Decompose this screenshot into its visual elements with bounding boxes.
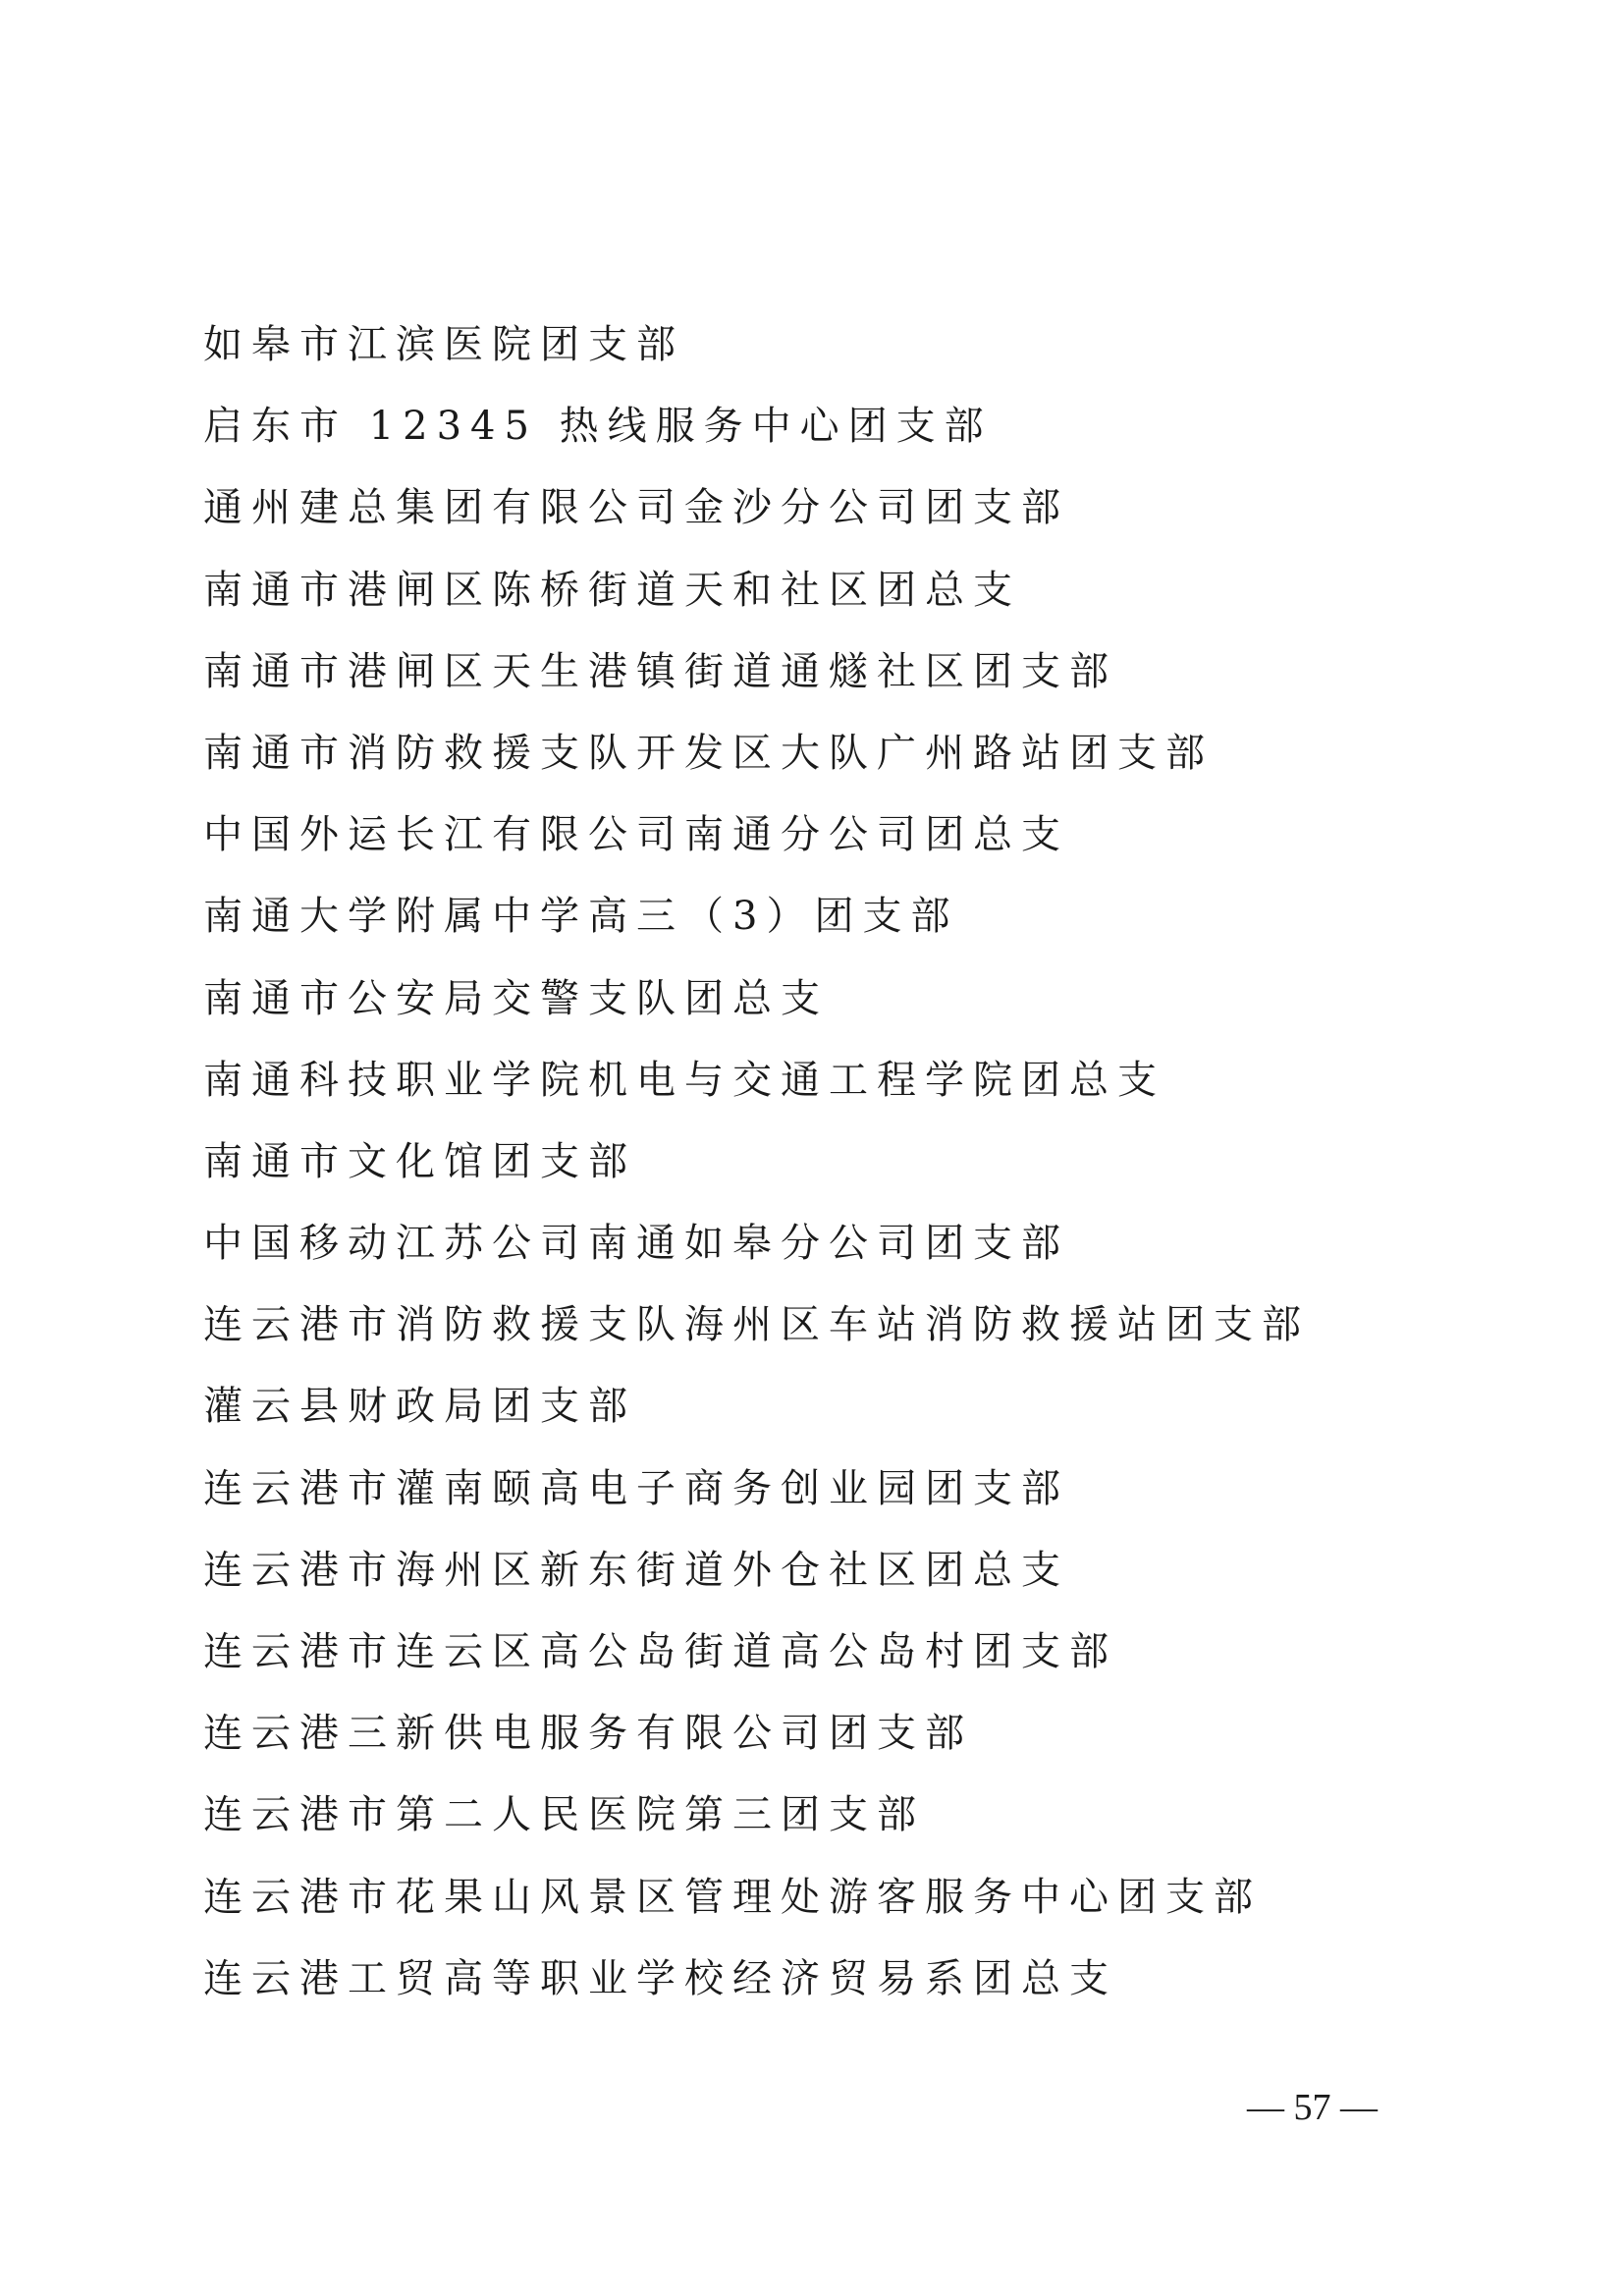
list-item: 通州建总集团有限公司金沙分公司团支部 bbox=[203, 485, 1069, 531]
list-item: 南通市文化馆团支部 bbox=[203, 1138, 636, 1184]
list-item: 如皋市江滨医院团支部 bbox=[203, 322, 684, 367]
list-item: 连云港市灌南颐高电子商务创业园团支部 bbox=[203, 1465, 1069, 1511]
list-item: 连云港市花果山风景区管理处游客服务中心团支部 bbox=[203, 1874, 1262, 1920]
list-item: 南通科技职业学院机电与交通工程学院团总支 bbox=[203, 1057, 1165, 1103]
list-item: 南通市港闸区陈桥街道天和社区团总支 bbox=[203, 567, 1021, 613]
list-item: 启东市 12345 热线服务中心团支部 bbox=[203, 404, 993, 450]
list-item: 连云港三新供电服务有限公司团支部 bbox=[203, 1711, 973, 1757]
organization-list bbox=[203, 304, 1480, 2020]
list-item: 南通市公安局交警支队团总支 bbox=[203, 975, 829, 1021]
list-item: 灌云县财政局团支部 bbox=[203, 1384, 636, 1430]
list-item: 中国外运长江有限公司南通分公司团总支 bbox=[203, 812, 1069, 858]
list-item: 连云港市消防救援支队海州区车站消防救援站团支部 bbox=[203, 1302, 1310, 1348]
list-item: 连云港市第二人民医院第三团支部 bbox=[203, 1792, 925, 1838]
list-item: 南通市港闸区天生港镇街道通燧社区团支部 bbox=[203, 648, 1117, 694]
list-item: 连云港市连云区高公岛街道高公岛村团支部 bbox=[203, 1629, 1117, 1674]
list-item: 连云港工贸高等职业学校经济贸易系团总支 bbox=[203, 1955, 1117, 2001]
list-item: 南通市消防救援支队开发区大队广州路站团支部 bbox=[203, 730, 1214, 776]
list-item: 中国移动江苏公司南通如皋分公司团支部 bbox=[203, 1221, 1069, 1267]
list-item: 南通大学附属中学高三（3）团支部 bbox=[203, 894, 959, 940]
page-number: — 57 — bbox=[1247, 2087, 1378, 2128]
list-item: 连云港市海州区新东街道外仓社区团总支 bbox=[203, 1547, 1069, 1593]
